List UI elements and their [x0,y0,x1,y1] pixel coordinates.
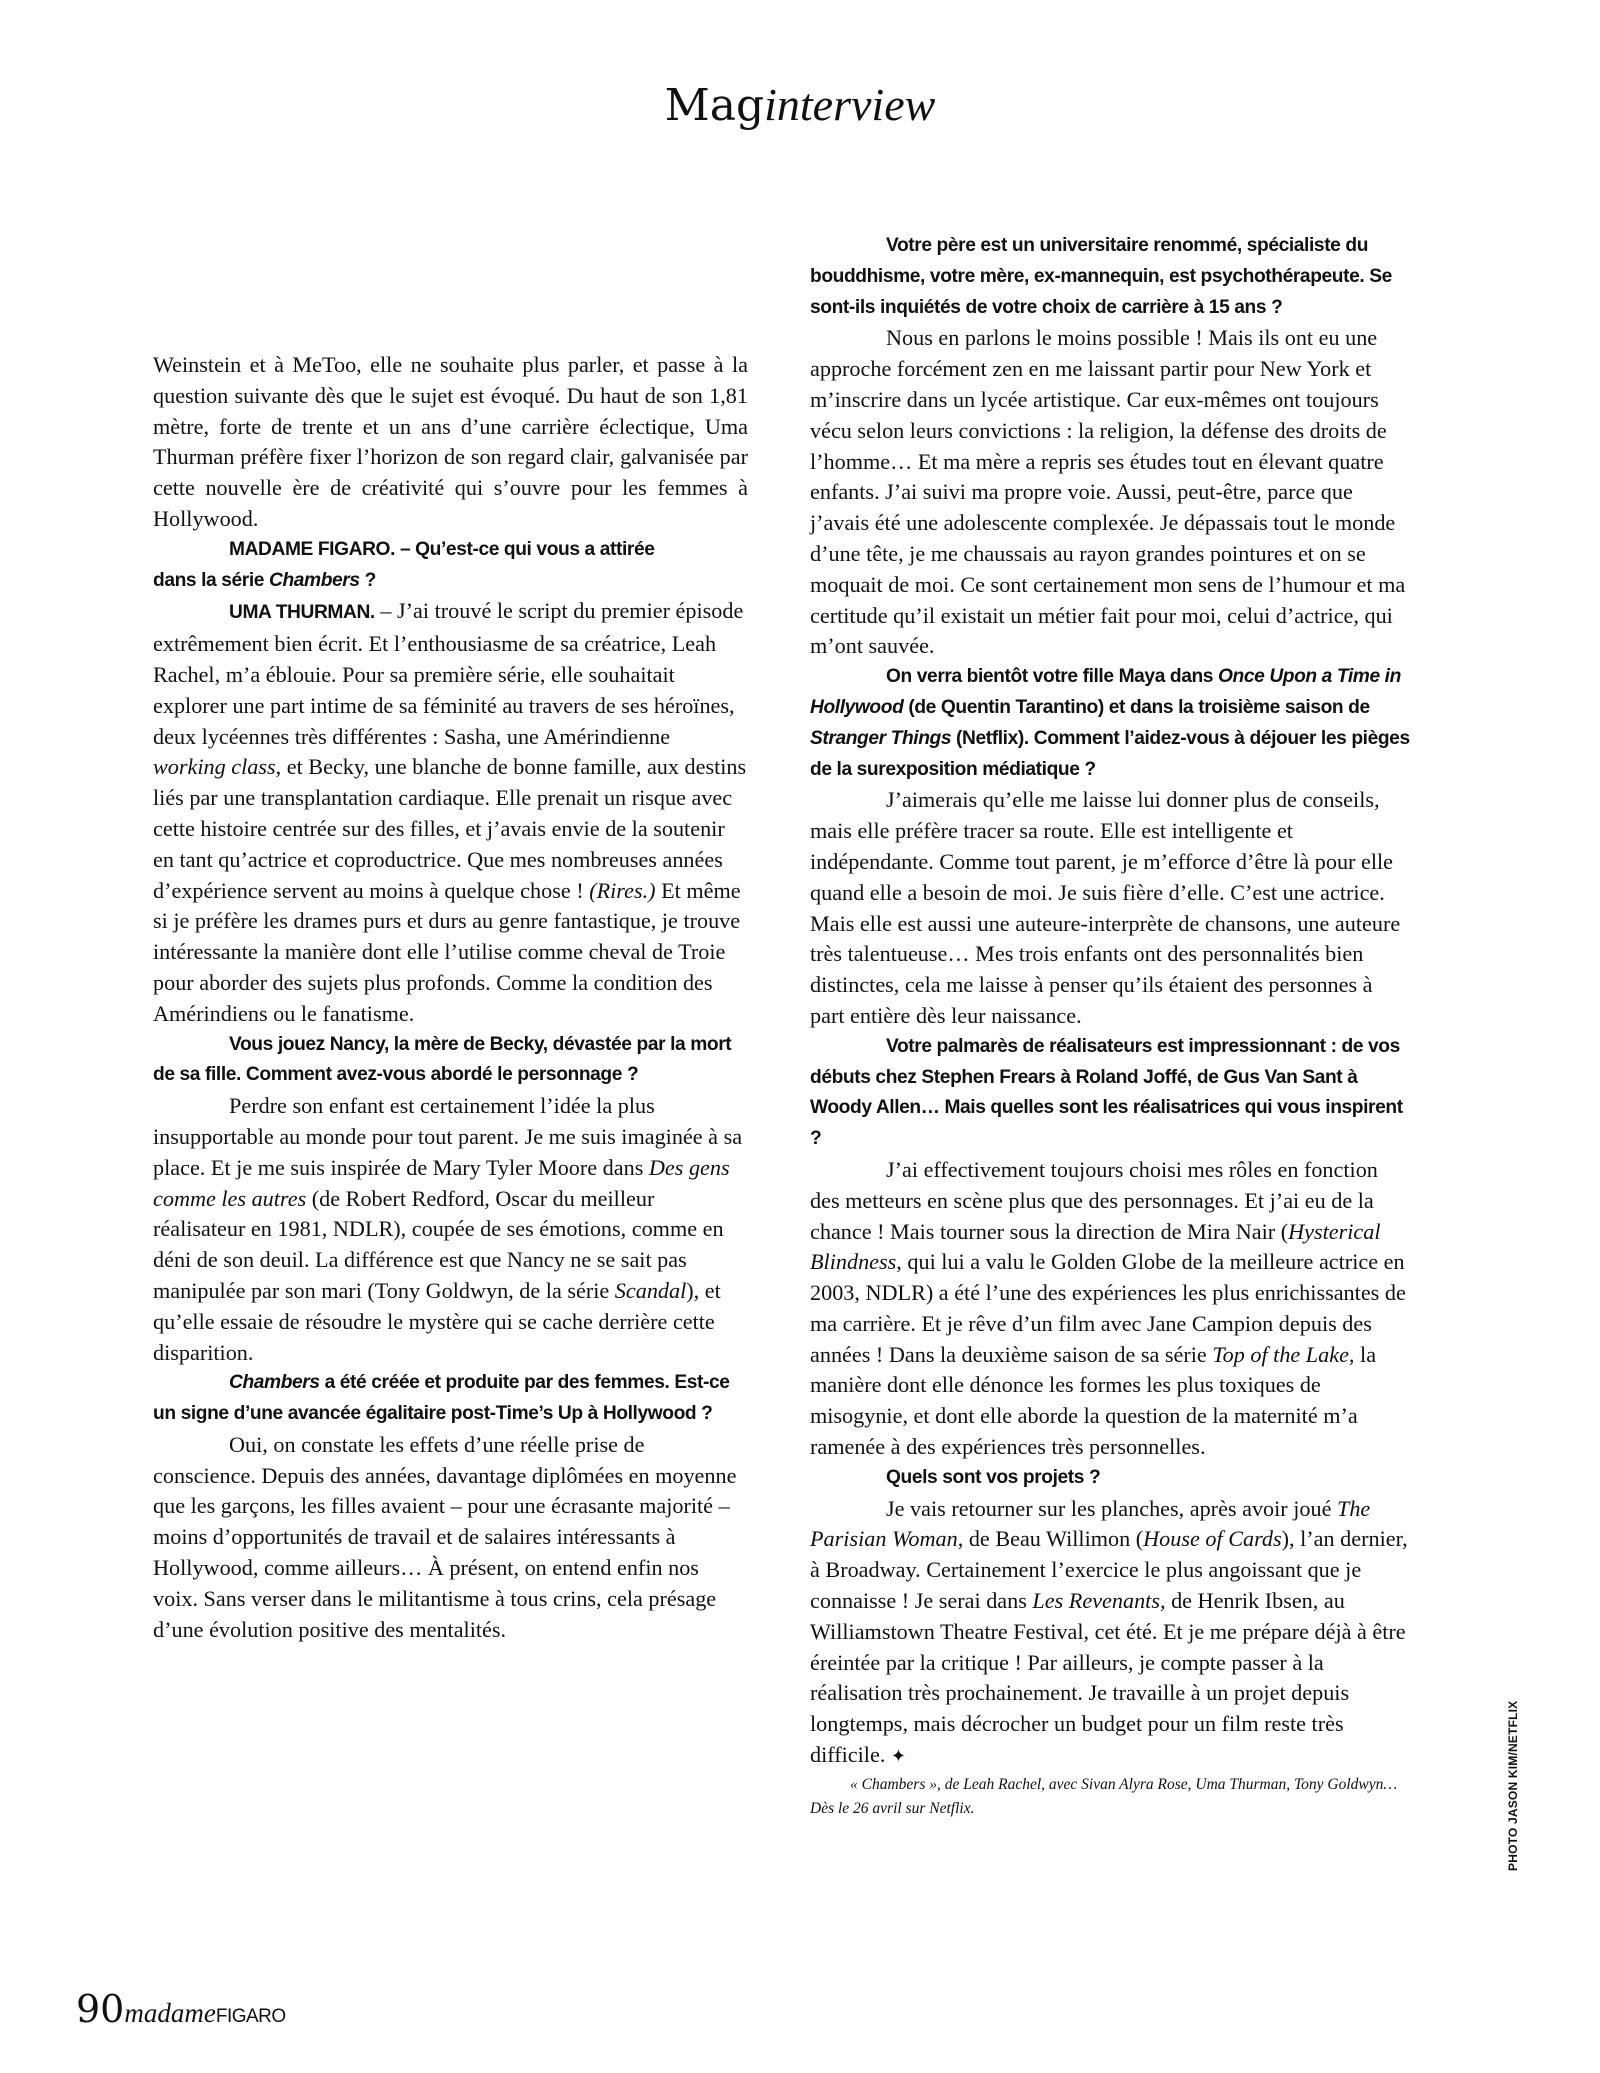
question-5-film: Once Upon a Time in Hollywood [810,666,1401,718]
folio [76,1987,286,2031]
question-1-line-a: MADAME FIGARO. – Qu’est-ce qui vous a attirée [229,538,655,560]
question-5-series: Stranger Things [810,727,952,749]
answer-2 [153,1091,748,1368]
answer-2-film: Des gens comme les autres [153,1154,730,1211]
answer-7-play: The Parisian Woman [810,1495,1371,1552]
answer-2-part-2: (de Robert Redford, Oscar du meilleur réalisateur en 1981, NDLR), coupée de ses émotions, comme en déni de son deuil. La différence est que Nancy ne se sait pas manipulée par son mari (Tony Goldwyn, de la série [153,1185,724,1303]
answer-7 [810,1494,1410,1773]
answer-7-house-of-cards: House of Cards [1143,1526,1282,1552]
page-number: 90 [76,1987,125,2031]
header-mag: Mag [664,80,765,131]
answer-6-series: Top of the Lake, [1212,1341,1355,1367]
answer-1-speaker: UMA THURMAN. [229,602,375,624]
folio-figaro: FIGARO [215,2006,286,2027]
intro-paragraph: Weinstein et à MeToo, elle ne souhaite plus parler, et passe à la question suivante dès que le sujet est évoqué. Du haut de son 1,81 mètre, forte de trente et un ans d’une carrière éclectique, Uma Thurman préfère fixer l’horizon de son regard clair, galvanisée par cette nouvelle ère de créativité qui s’ouvre pour les femmes à Hollywood. [153,352,748,531]
answer-3: Oui, on constate les effets d’une réelle prise de conscience. Depuis des années, davantage diplômées en moyenne que les garçons, les filles avaient – pour une écrasante majorité – moins d’opportunités de travail et de salaires intéressants à Hollywood, comme ailleurs… À présent, on entend enfin nos voix. Sans verser dans le militantisme à tous crins, cela présage d’une évolution positive des mentalités. [153,1431,737,1642]
answer-1-part-2: , et Becky, une blanche de bonne famille, aux destins liés par une transplantation cardiaque. Elle prenait un risque avec cette histoire centrée sur des filles, et j’avais envie de la soutenir en tant qu’actrice et coproductrice. Que mes nombreuses années d’expérience servent au moins à quelque chose ! [153,754,747,903]
question-5-part-c: (Netflix). Comment l’aidez-vous à déjouer les pièges de la surexposition médiatique ? [810,727,1410,780]
answer-1-working-class: working class [153,754,276,780]
question-3-title: Chambers [229,1372,320,1394]
question-3-text: a été créée et produite par des femmes. Est-ce un signe d’une avancée égalitaire post-Time’s Up à Hollywood ? [153,1372,730,1425]
question-7: Quels sont vos projets ? [886,1466,1101,1488]
answer-6-part-3: la manière dont elle dénonce les formes les plus toxiques de misogynie, et dont elle aborde la question de la maternité m’a ramenée à des expériences très personnelles. [810,1341,1377,1460]
answer-1 [153,596,748,1029]
answer-1-rires: (Rires.) [589,877,656,903]
question-5-part-b: (de Quentin Tarantino) et dans la troisième saison de [903,696,1370,718]
folio-madame: madame [124,1998,216,2028]
question-6: Votre palmarès de réalisateurs est impressionnant : de vos débuts chez Stephen Frears à Roland Joffé, de Gus Van Sant à Woody Allen… Mais quelles sont les réalisatrices qui vous inspirent ? [810,1035,1403,1150]
answer-2-part-3: ), et qu’elle essaie de résoudre le mystère qui se cache derrière cette disparition. [153,1277,721,1365]
answer-6 [810,1155,1410,1463]
end-mark-icon: ✦ [890,1746,907,1768]
caption [810,1773,1410,1821]
question-1-title: Chambers [269,569,360,591]
answer-5: J’aimerais qu’elle me laisse lui donner plus de conseils, mais elle préfère tracer sa route. Elle est intelligente et indépendante. Comme tout parent, je m’efforce d’être là pour elle quand elle a besoin de moi. Je suis fière d’elle. C’est une actrice. Mais elle est aussi une auteure-interprète de chansons, une auteure très talentueuse… Mes trois enfants ont des personnalités bien distinctes, cela me laisse à penser qu’ils étaient des personnes à part entière dès leur naissance. [810,787,1401,1028]
answer-6-film: Hysterical Blindness [810,1218,1381,1275]
section-header [0,78,1600,131]
answer-6-part-2: , qui lui a valu le Golden Globe de la meilleure actrice en 2003, NDLR) a été l’une des expériences les plus enrichissantes de ma carrière. Et je rêve d’un film avec Jane Campion depuis des années ! Dans la deuxième saison de sa série [810,1249,1406,1367]
question-1-line-b: dans la série [153,569,269,591]
left-column [153,350,748,1645]
question-5 [810,662,1410,785]
question-4: Votre père est un universitaire renommé, spécialiste du bouddhisme, votre mère, ex-mannequin, est psychothérapeute. Se sont-ils inquiétés de votre choix de carrière à 15 ans ? [810,235,1392,318]
question-5-part-a: On verra bientôt votre fille Maya dans [886,666,1219,688]
answer-7-part-3: ), l’an dernier, à Broadway. Certainement l’exercice le plus angoissant que je connaisse ! Je serai dans [810,1526,1408,1614]
answer-7-part-4: de Henrik Ibsen, au Williamstown Theatre Festival, cet été. Et je me prépare déjà à être éreintée par la critique ! Par ailleurs, je compte passer à la réalisation très prochainement. Je travaille à un projet depuis longtemps, mais décrocher un budget pour un film reste très difficile. [810,1588,1406,1768]
question-3 [153,1368,748,1430]
right-column [810,231,1410,1821]
question-1-end: ? [359,569,376,591]
question-1 [153,535,748,597]
question-2: Vous jouez Nancy, la mère de Becky, dévastée par la mort de sa fille. Comment avez-vous abordé le personnage ? [153,1033,732,1086]
answer-7-revenants: Les Revenants, [1032,1588,1166,1614]
answer-6-part-1: J’ai effectivement toujours choisi mes rôles en fonction des metteurs en scène plus que des personnages. Et j’ai eu de la chance ! Mais tourner sous la direction de Mira Nair ( [810,1156,1378,1244]
answer-2-scandal: Scandal [614,1277,687,1303]
answer-1-part-1: – J’ai trouvé le script du premier épisode extrêmement bien écrit. Et l’enthousiasme de sa créatrice, Leah Rachel, m’a éblouie. Pour sa première série, elle souhaitait explorer une part intime de sa féminité au travers de ses héroïnes, deux lycéennes très différentes : Sasha, une Amérindienne [153,598,744,749]
answer-4: Nous en parlons le moins possible ! Mais ils ont eu une approche forcément zen en me laissant partir pour New York et m’inscrire dans un lycée artistique. Car eux-mêmes ont toujours vécu selon leurs convictions : la religion, la défense des droits de l’homme… Et ma mère a repris ses études tout en élevant quatre enfants. J’ai suivi ma propre voie. Aussi, peut-être, parce que j’avais été une adolescente complexée. Je dépassais tout le monde d’une tête, je me chaussais au rayon grandes pointures et on se moquait de moi. Ce sont certainement mon sens de l’humour et ma certitude qu’il existait un métier fait pour moi, celui d’actrice, qui m’ont sauvée. [810,325,1406,659]
header-interview: interview [764,79,936,130]
answer-7-part-1: Je vais retourner sur les planches, après avoir joué [886,1495,1337,1521]
caption-text: « Chambers », de Leah Rachel, avec Sivan Alyra Rose, Uma Thurman, Tony Goldwyn… Dès le 26 avril sur Netflix. [810,1775,1398,1817]
answer-1-part-3: Et même si je préfère les drames purs et durs au genre fantastique, je trouve intéressante la manière dont elle l’utilise comme cheval de Troie pour aborder des sujets plus profonds. Comme la condition des Amérindiens ou le fanatisme. [153,877,741,1026]
answer-2-part-1: Perdre son enfant est certainement l’idée la plus insupportable au monde pour tout parent. Je me suis imaginée à sa place. Et je me suis inspirée de Mary Tyler Moore dans [153,1093,743,1180]
photo-credit: PHOTO JASON KIM/NETFLIX [1506,1700,1520,1871]
answer-7-part-2: , de Beau Willimon ( [957,1526,1144,1552]
